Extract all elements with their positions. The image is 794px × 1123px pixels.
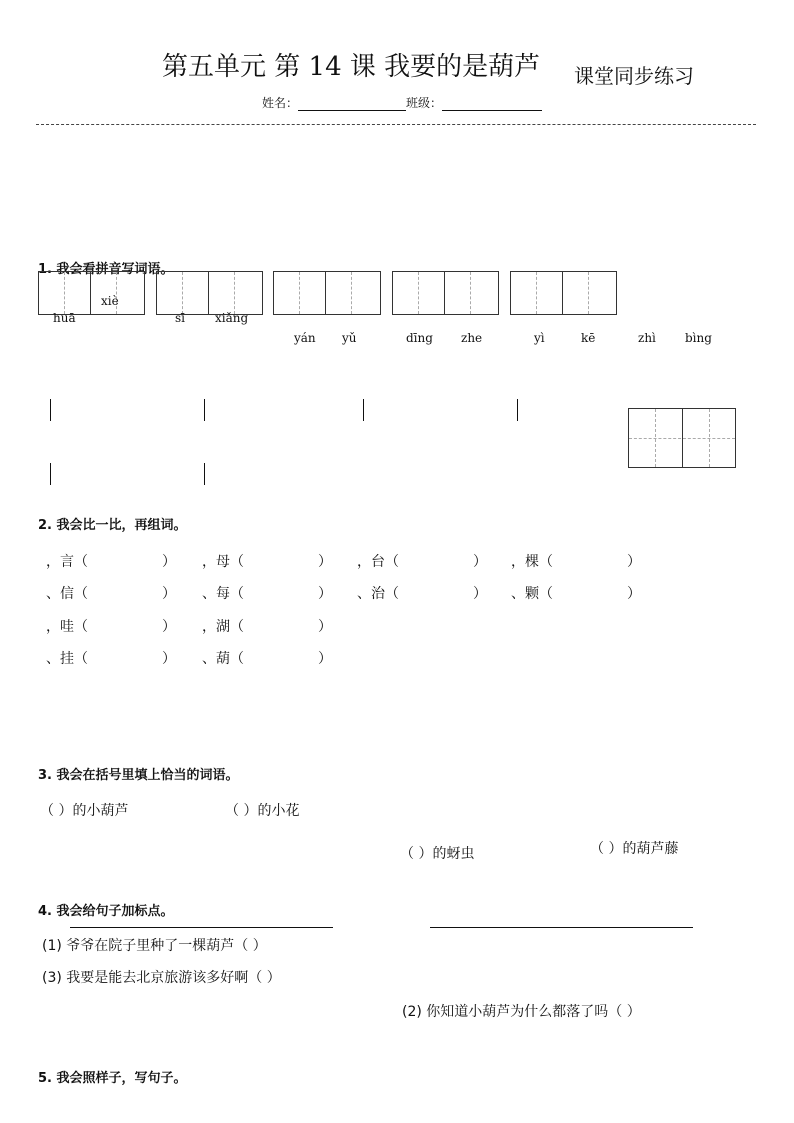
fill-blank-item[interactable]: （ ）的葫芦藤 bbox=[590, 841, 679, 857]
writing-grid-2[interactable] bbox=[156, 271, 263, 315]
pinyin-label: xiǎng bbox=[215, 311, 249, 325]
class-label: 班级： bbox=[406, 96, 443, 110]
punctuation-item[interactable]: (2) 你知道小葫芦为什么都落了吗（ ） bbox=[402, 1004, 641, 1020]
compare-item[interactable]: ，棵（ ） bbox=[511, 554, 641, 570]
pinyin-label: huā bbox=[53, 311, 76, 325]
compare-item[interactable]: ，母（ ） bbox=[202, 554, 332, 570]
grid-edge-mark bbox=[517, 399, 518, 421]
answer-line[interactable] bbox=[70, 927, 333, 928]
pinyin-label: zhe bbox=[461, 331, 483, 345]
compare-item[interactable]: ，湖（ ） bbox=[202, 619, 332, 635]
pinyin-label: kē bbox=[581, 331, 596, 345]
question-1-title: 1. 我会看拼音写词语。 bbox=[38, 262, 174, 277]
writing-grid-5[interactable] bbox=[510, 271, 617, 315]
compare-item[interactable]: 、葫（ ） bbox=[202, 651, 332, 667]
pinyin-label: bìng bbox=[685, 331, 712, 345]
grid-edge-mark bbox=[204, 399, 205, 421]
grid-edge-mark bbox=[50, 463, 51, 485]
writing-grid-4[interactable] bbox=[392, 271, 499, 315]
question-2-title: 2. 我会比一比，再组词。 bbox=[38, 518, 187, 533]
pinyin-label: yán bbox=[294, 331, 316, 345]
name-label: 姓名： bbox=[262, 96, 299, 110]
pinyin-label: yǔ bbox=[342, 331, 357, 345]
compare-item[interactable]: 、颗（ ） bbox=[511, 586, 641, 602]
fill-blank-item[interactable]: （ ）的蚜虫 bbox=[400, 846, 475, 862]
page-subtitle: 课堂同步练习 bbox=[574, 64, 694, 88]
compare-item[interactable]: ，哇（ ） bbox=[46, 619, 176, 635]
name-field[interactable] bbox=[298, 98, 406, 111]
compare-item[interactable]: 、挂（ ） bbox=[46, 651, 176, 667]
compare-item[interactable]: 、每（ ） bbox=[202, 586, 332, 602]
pinyin-label: zhì bbox=[638, 331, 656, 345]
grid-edge-mark bbox=[50, 399, 51, 421]
pinyin-label: sī bbox=[175, 311, 185, 325]
compare-item[interactable]: ，台（ ） bbox=[357, 554, 487, 570]
compare-item[interactable]: ，言（ ） bbox=[46, 554, 176, 570]
fill-blank-item[interactable]: （ ）的小花 bbox=[225, 803, 300, 819]
answer-line[interactable] bbox=[430, 927, 693, 928]
pinyin-label: yì bbox=[534, 331, 545, 345]
pinyin-label: xiè bbox=[101, 294, 119, 308]
writing-grid-3[interactable] bbox=[273, 271, 381, 315]
header-divider bbox=[36, 124, 756, 125]
fill-blank-item[interactable]: （ ）的小葫芦 bbox=[40, 803, 129, 819]
grid-edge-mark bbox=[363, 399, 364, 421]
compare-item[interactable]: 、治（ ） bbox=[357, 586, 487, 602]
class-field[interactable] bbox=[442, 98, 542, 111]
punctuation-item[interactable]: (3) 我要是能去北京旅游该多好啊（ ） bbox=[42, 970, 281, 986]
punctuation-item[interactable]: (1) 爷爷在院子里种了一棵葫芦（ ） bbox=[42, 938, 267, 954]
question-4-title: 4. 我会给句子加标点。 bbox=[38, 904, 174, 919]
name-class-row bbox=[262, 94, 542, 111]
writing-grid-1[interactable] bbox=[38, 271, 145, 315]
grid-edge-mark bbox=[204, 463, 205, 485]
compare-item[interactable]: 、信（ ） bbox=[46, 586, 176, 602]
pinyin-label: dīng bbox=[406, 331, 433, 345]
writing-grid-6[interactable] bbox=[628, 408, 736, 468]
page-title: 第五单元 第 14 课 我要的是葫芦 bbox=[162, 52, 541, 82]
question-3-title: 3. 我会在括号里填上恰当的词语。 bbox=[38, 768, 239, 783]
question-5-title: 5. 我会照样子，写句子。 bbox=[38, 1071, 187, 1086]
